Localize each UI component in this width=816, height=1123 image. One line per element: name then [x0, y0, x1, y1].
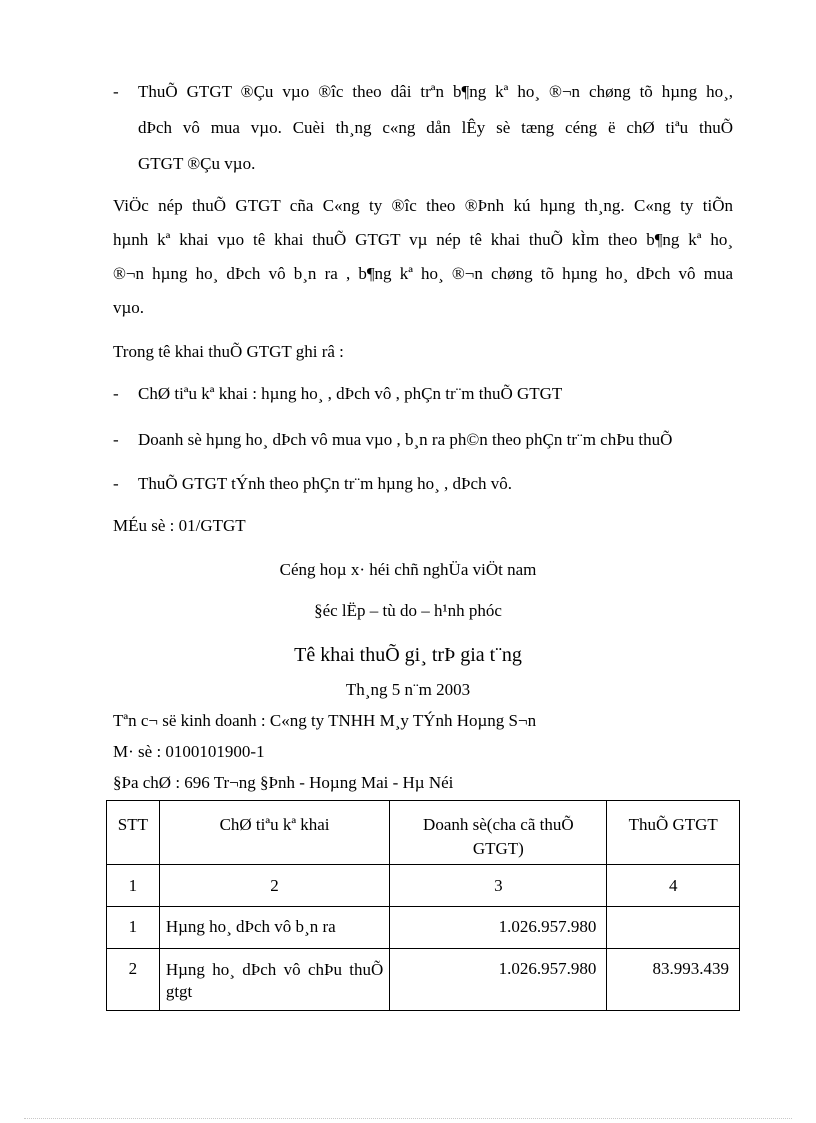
country-name: Céng hoµ x· héi chñ nghÜa viÖt nam: [279, 560, 537, 579]
national-slogan: §éc lËp – tù do – h¹nh phóc: [314, 601, 502, 620]
bullet-text: ThuÕ GTGT tÝnh theo phÇn tr¨m hµng ho¸ , dÞch vô.: [138, 474, 513, 493]
paragraph-line: dÞch vô mua vµo. Cuèi th¸ng c«ng dån lÊy sè tæng céng ë chØ tiªu thuÕ: [138, 118, 733, 137]
table-cell: 83.993.439: [607, 949, 740, 1011]
business-address: §Þa chØ : 696 Tr¬ng §Þnh - Hoµng Mai - Hµ Néi: [113, 773, 454, 792]
paragraph-line: ViÖc nép thuÕ GTGT cña C«ng ty ®îc theo ®Þnh kú hµng th¸ng. C«ng ty tiÕn: [113, 196, 733, 215]
table-header-row: [107, 801, 740, 865]
business-name: Tªn c¬ së kinh doanh : C«ng ty TNHH M¸y TÝnh Hoµng S¬n: [113, 711, 537, 730]
table-row: [107, 907, 740, 949]
declaration-period: Th¸ng 5 n¨m 2003: [345, 680, 471, 699]
paragraph-line: vµo.: [113, 298, 145, 317]
table-cell: [607, 907, 740, 949]
table-cell: 1: [107, 907, 160, 949]
paragraph-line: ThuÕ GTGT ®Çu vµo ®îc theo dâi trªn b¶ng kª ho¸ ®¬n chøng tõ hµng ho¸,: [138, 82, 733, 101]
bullet-dash: -: [113, 430, 119, 449]
bullet-text: ChØ tiªu kª khai : hµng ho¸ , dÞch vô , phÇn tr¨m thuÕ GTGT: [138, 384, 563, 403]
table-cell: 1.026.957.980: [390, 907, 607, 949]
bullet-item-input-vat: [113, 82, 733, 178]
bullet-dash: -: [113, 474, 119, 493]
table-cell: Hµng ho¸ dÞch vô chÞu thuÕ gtgt: [159, 949, 389, 1011]
tax-code: M· sè : 0100101900-1: [113, 742, 265, 761]
table-cell: 2: [107, 949, 160, 1011]
column-header: Doanh sè(cha cã thuÕ GTGT): [390, 801, 607, 865]
intro-text: Trong tê khai thuÕ GTGT ghi râ :: [113, 342, 344, 361]
paragraph-line: hµnh kª khai vµo tê khai thuÕ GTGT vµ nép tê khai thuÕ kÌm theo b¶ng kª ho¸: [113, 230, 733, 249]
column-header: STT: [107, 801, 160, 865]
table-cell: 1.026.957.980: [390, 949, 607, 1011]
table-index-row: [107, 865, 740, 907]
bullet-text: Doanh sè hµng ho¸ dÞch vô mua vµo , b¸n ra ph©n theo phÇn tr¨m chÞu thuÕ: [138, 430, 673, 449]
bullet-dash: -: [113, 82, 119, 101]
column-header: ChØ tiªu kª khai: [159, 801, 389, 865]
paragraph-line: GTGT ®Çu vµo.: [138, 154, 256, 173]
table-cell: Hµng ho¸ dÞch vô b¸n ra: [159, 907, 389, 949]
declaration-title: Tê khai thuÕ gi¸ trÞ gia t¨ng: [294, 644, 522, 666]
table-cell: 1: [107, 865, 160, 907]
form-number: MÉu sè : 01/GTGT: [113, 516, 246, 535]
bullet-item: [113, 430, 733, 454]
table-row: [107, 949, 740, 1011]
paragraph-line: ®¬n hµng ho¸ dÞch vô b¸n ra , b¶ng kª ho¸ ®¬n chøng tõ hµng ho¸ dÞch vô mua: [113, 264, 733, 283]
table-cell: 4: [607, 865, 740, 907]
declaration-table: [106, 800, 740, 1011]
table-cell: 2: [159, 865, 389, 907]
bullet-item: [113, 474, 733, 498]
column-header: ThuÕ GTGT: [607, 801, 740, 865]
table-cell: 3: [390, 865, 607, 907]
bullet-dash: -: [113, 384, 119, 403]
bullet-item: [113, 384, 733, 408]
page-bottom-divider: [24, 1118, 792, 1119]
